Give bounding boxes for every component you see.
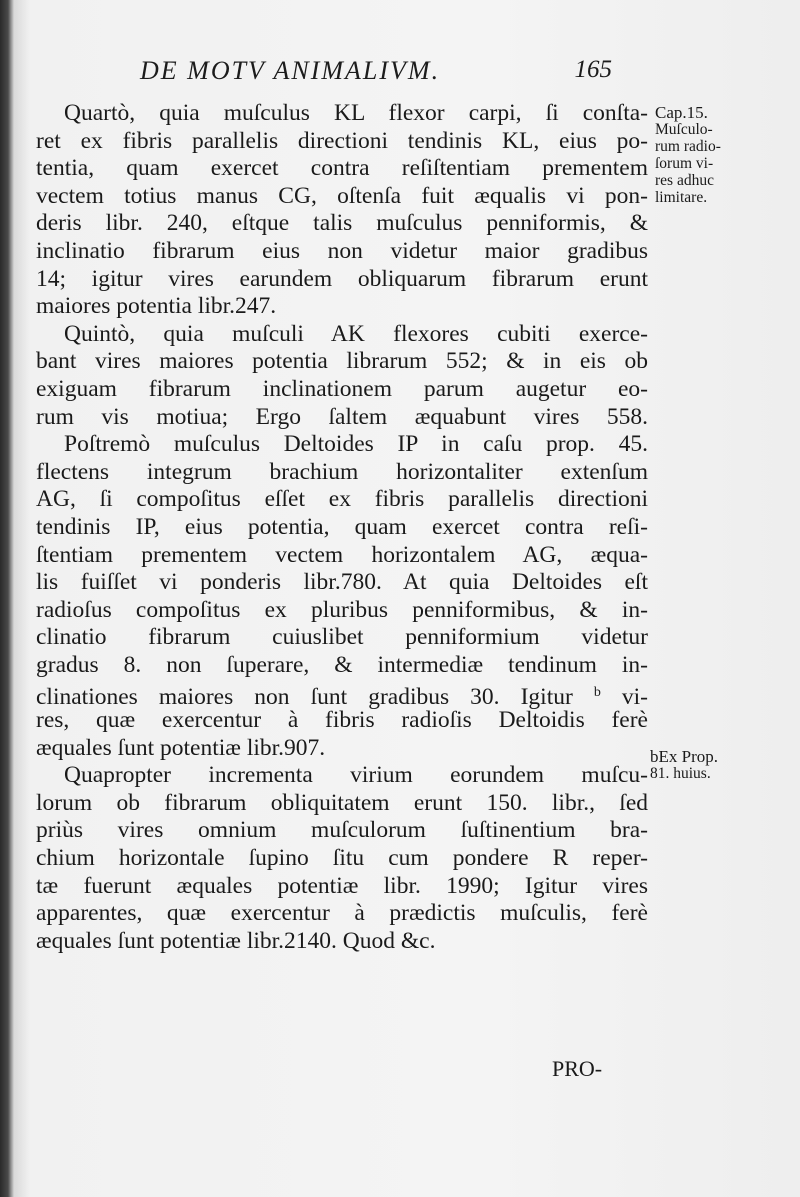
text-line: res, quæ exercentur à fibris radioſis Deltoidis ferè <box>36 707 648 734</box>
text-line: 14; igitur vires earundem obliquarum fibrarum erunt <box>36 265 648 292</box>
margin-note-line: Cap.15. <box>655 103 708 122</box>
body-text <box>36 100 648 955</box>
text-line: apparentes, quæ exercentur à prædictis muſculis, ferè <box>36 900 648 927</box>
running-title: DE MOTV ANIMALIVM. <box>140 56 441 85</box>
margin-note-line: ſorum vi- <box>655 155 714 172</box>
text-line: exiguam fibrarum inclinationem parum augetur eo- <box>36 375 648 402</box>
text-line-with-reference <box>36 679 648 711</box>
margin-note-line: res adhuc <box>655 172 714 189</box>
text-line-tail: vi- <box>600 684 648 711</box>
text-line: tæ fuerunt æquales potentiæ libr. 1990; Igitur vires <box>36 872 648 899</box>
footnote-marker: b <box>593 685 601 701</box>
text-line: deris libr. 240, eſtque talis muſculus penniformis, & <box>36 210 648 237</box>
text-line: flectens integrum brachium horizontaliter extenſum <box>36 458 648 485</box>
text-line: AG, ſi compoſitus eſſet ex fibris parallelis directioni <box>36 486 648 513</box>
text-line: Quartò, quia muſculus KL flexor carpi, ſi conſta- <box>64 100 648 126</box>
margin-note-line: Muſculo- <box>655 121 713 138</box>
text-line: vectem totius manus CG, oſtenſa fuit æqualis vi pon- <box>36 182 648 209</box>
text-line: clinationes maiores non ſunt gradibus 30. Igitur <box>36 684 573 711</box>
margin-note-line: 81. huius. <box>650 765 711 782</box>
text-line: radioſus compoſitus ex pluribus penniformibus, & in- <box>36 596 648 623</box>
margin-note-reference <box>650 748 790 782</box>
catchword: PRO- <box>552 1056 603 1081</box>
text-line: ret ex fibris parallelis directioni tendinis KL, eius po- <box>36 127 648 154</box>
running-head <box>140 56 620 96</box>
margin-note-line: rum radio- <box>655 138 721 155</box>
text-line: Quintò, quia muſculi AK flexores cubiti exerce- <box>64 320 648 347</box>
text-line: tendinis IP, eius potentia, quam exercet contra reſi- <box>36 513 648 540</box>
text-line: clinatio fibrarum cuiuslibet penniformium videtur <box>36 624 648 651</box>
text-line: priùs vires omnium muſculorum ſuſtinentium bra- <box>36 817 648 844</box>
page-number: 165 <box>574 56 612 83</box>
text-line: maiores potentia libr.247. <box>36 293 277 320</box>
text-line: gradus 8. non ſuperare, & intermediæ tendinum in- <box>36 651 648 678</box>
text-line: lis fuiſſet vi ponderis libr.780. At quia Deltoides eſt <box>36 569 648 596</box>
text-line: bant vires maiores potentia librarum 552; & in eis ob <box>36 348 648 375</box>
text-line: chium horizontale ſupino ſitu cum pondere R reper- <box>36 845 648 872</box>
margin-note-line: limitare. <box>655 189 708 206</box>
text-line: æquales ſunt potentiæ libr.2140. Quod &c. <box>36 927 436 954</box>
margin-note-chapter <box>655 104 795 206</box>
text-line: inclinatio fibrarum eius non videtur maior gradibus <box>36 237 648 264</box>
text-line: æquales ſunt potentiæ libr.907. <box>36 734 326 761</box>
text-line: lorum ob fibrarum obliquitatem erunt 150. libr., ſed <box>36 789 648 816</box>
margin-note-line: bEx Prop. <box>650 747 718 766</box>
text-line: tentia, quam exercet contra reſiſtentiam prementem <box>36 155 648 182</box>
text-line: Quapropter incrementa virium eorundem muſcu- <box>64 762 648 789</box>
text-line: Poſtremò muſculus Deltoides IP in caſu prop. 45. <box>64 431 648 458</box>
text-line: ſtentiam prementem vectem horizontalem AG, æqua- <box>36 541 648 568</box>
text-line: rum vis motiua; Ergo ſaltem æquabunt vires 558. <box>36 403 648 430</box>
